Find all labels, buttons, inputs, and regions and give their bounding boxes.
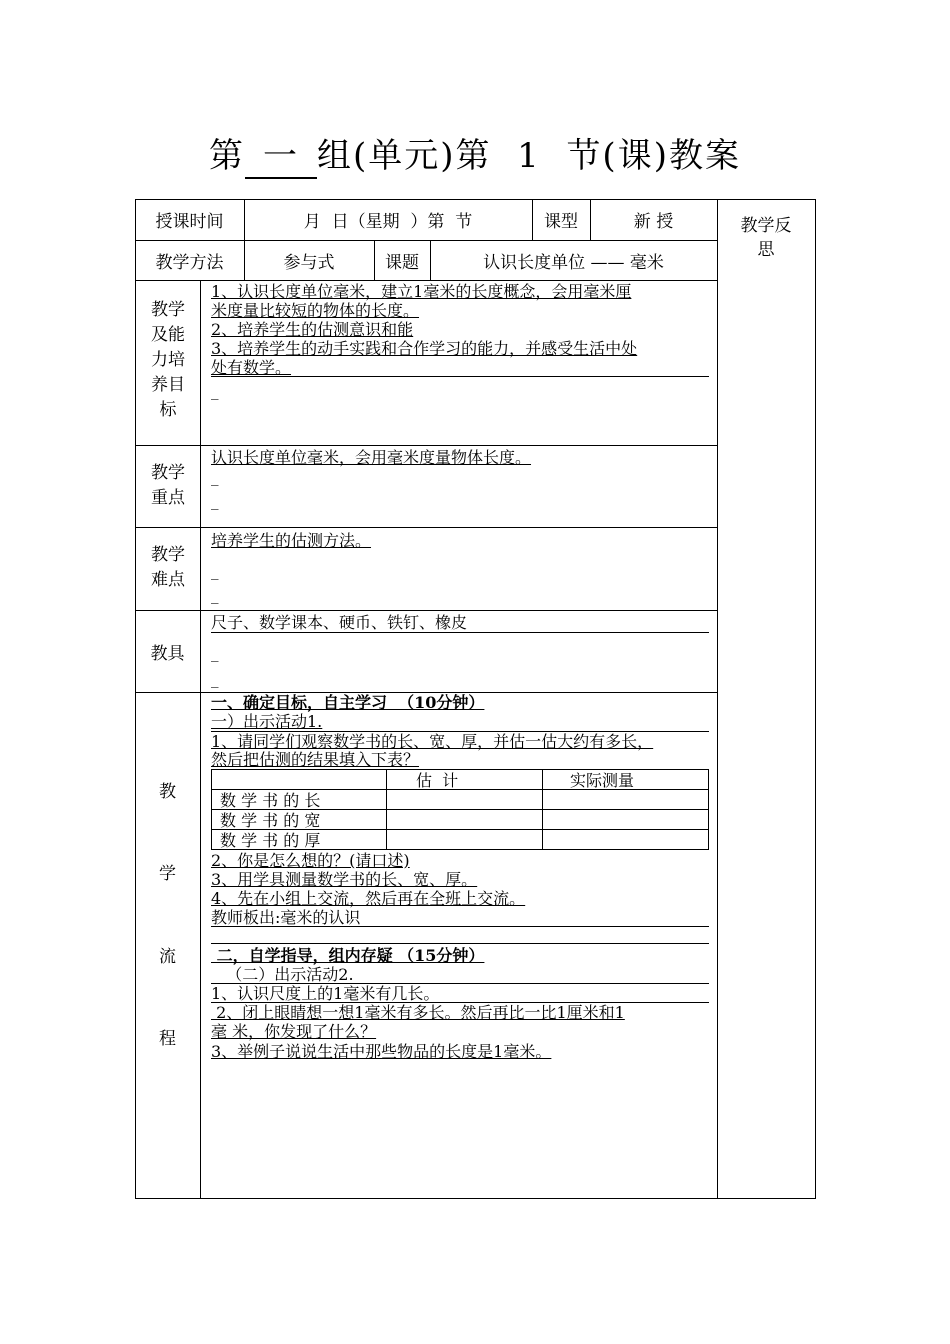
table-header-estimate: 估 计 xyxy=(416,771,459,790)
process-label-char: 流 xyxy=(159,946,176,967)
blank-line-mark: _ xyxy=(211,492,219,510)
method-value: 参与式 xyxy=(283,252,335,273)
title-suffix: 节(课)教案 xyxy=(566,136,741,176)
tools-text: 尺子、数学课本、硬币、铁钉、橡皮 xyxy=(211,613,468,632)
table-divider xyxy=(542,769,543,850)
activity2: （二）出示活动2. xyxy=(211,965,354,984)
divider xyxy=(135,445,717,446)
title-prefix: 第 xyxy=(209,136,246,176)
s2-question-3: 3、举例子说说生活中那些物品的长度是1毫米。 xyxy=(211,1042,552,1061)
board-note: 教师板出:毫米的认识 xyxy=(211,908,361,927)
goals-label: 教学及能力培养目标 xyxy=(151,300,185,420)
topic-value: 认识长度单位 —— 毫米 xyxy=(483,252,664,273)
underline xyxy=(211,943,709,944)
blank-line-mark: _ xyxy=(211,382,219,400)
table-header-actual: 实际测量 xyxy=(570,771,635,790)
type-value: 新 授 xyxy=(633,212,674,232)
title-unit-number: 一 xyxy=(245,128,317,179)
goal-line: 处有数学。 xyxy=(211,358,292,377)
title-mid: 组(单元)第 xyxy=(317,136,492,176)
question-3: 3、用学具测量数学书的长、宽、厚。 xyxy=(211,870,478,889)
task1-line1: 1、请同学们观察数学书的长、宽、厚，并估一估大约有多长， xyxy=(211,732,654,751)
blank-line-mark: _ xyxy=(211,644,219,662)
underline xyxy=(211,376,709,377)
table-row-label: 数 学 书 的 长 xyxy=(220,791,321,810)
process-label-char: 教 xyxy=(159,781,176,802)
divider xyxy=(135,610,717,611)
divider xyxy=(135,280,717,281)
blank-line-mark: _ xyxy=(211,670,219,688)
divider xyxy=(717,199,718,1199)
table-row-label: 数 学 书 的 宽 xyxy=(220,811,321,830)
table-divider xyxy=(386,769,387,850)
section2-title: 二，自学指导，组内存疑 （15分钟） xyxy=(211,946,485,965)
type-label: 课型 xyxy=(544,212,578,232)
goal-line: 1、认识长度单位毫米，建立1毫米的长度概念，会用毫米厘 xyxy=(211,282,632,301)
topic-label: 课题 xyxy=(385,252,419,273)
process-label-char: 学 xyxy=(159,863,176,884)
reflection-label: 教学反思 xyxy=(740,216,792,260)
blank-line-mark: _ xyxy=(211,562,219,580)
s2-question-2-line2: 毫 米，你发现了什么？ xyxy=(211,1022,377,1041)
question-2: 2、你是怎么想的？(请口述) xyxy=(211,851,410,870)
process-label-char: 程 xyxy=(159,1028,176,1049)
goal-line: 3、培养学生的动手实践和合作学习的能力，并感受生活中处 xyxy=(211,339,638,358)
task1-line2: 然后把估测的结果填入下表？ xyxy=(211,750,420,769)
s2-question-2-line1: 2、闭上眼睛想一想1毫米有多长。然后再比一比1厘米和1 xyxy=(211,1003,625,1022)
underline xyxy=(211,926,709,927)
difficulty-text: 培养学生的估测方法。 xyxy=(211,531,372,550)
time-value: 月 日（星期 ）第 节 xyxy=(303,212,473,232)
underline xyxy=(211,632,709,633)
goal-line: 米度量比较短的物体的长度。 xyxy=(211,301,420,320)
time-label: 授课时间 xyxy=(155,212,224,232)
key-points-label: 教学重点 xyxy=(151,463,185,508)
tools-label: 教具 xyxy=(150,643,185,664)
blank-line-mark: _ xyxy=(211,586,219,604)
title-lesson-number: 1 xyxy=(517,136,541,176)
question-4: 4、先在小组上交流，然后再在全班上交流。 xyxy=(211,889,526,908)
key-points-text: 认识长度单位毫米，会用毫米度量物体长度。 xyxy=(211,448,532,467)
difficulty-label: 教学难点 xyxy=(151,545,185,590)
table-row-label: 数 学 书 的 厚 xyxy=(220,831,321,850)
method-label: 教学方法 xyxy=(155,252,224,273)
divider xyxy=(135,527,717,528)
s2-question-1: 1、认识尺度上的1毫米有几长。 xyxy=(211,984,440,1003)
activity1: 一）出示活动1. xyxy=(211,712,323,731)
table-divider xyxy=(211,789,709,790)
goal-line: 2、培养学生的估测意识和能 xyxy=(211,320,414,339)
section1-title: 一、确定目标，自主学习 （10分钟） xyxy=(211,693,485,712)
blank-line-mark: _ xyxy=(211,468,219,486)
page-title xyxy=(0,128,950,179)
